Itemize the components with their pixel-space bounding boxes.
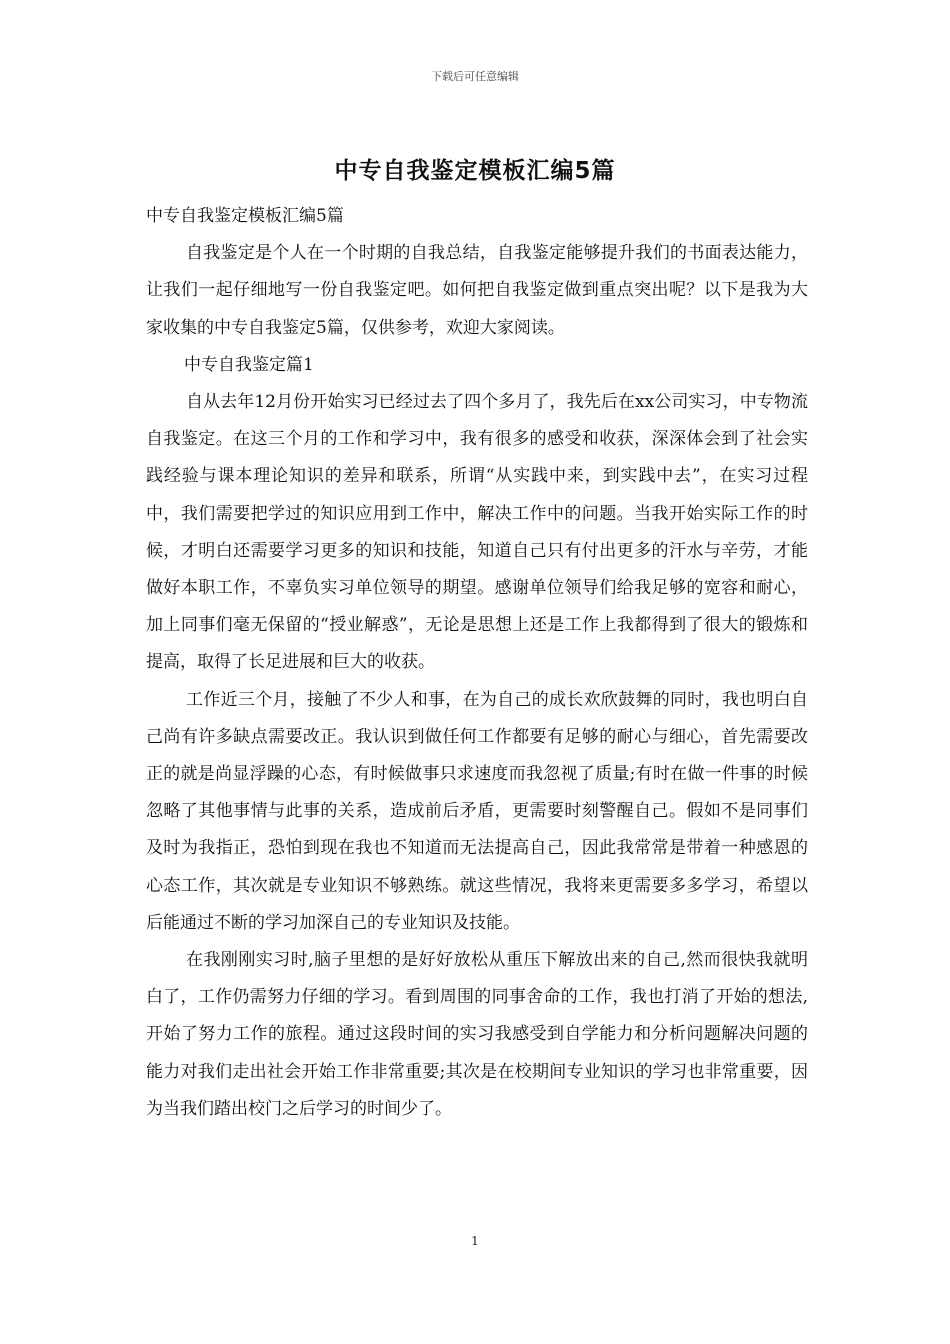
body-paragraph-2: 工作近三个月，接触了不少人和事，在为自己的成长欢欣鼓舞的同时，我也明白自己尚有许多缺点需要改正。我认识到做任何工作都要有足够的耐心与细心，首先需要改正的就是尚显浮躁的心态，有时候做事只求速度而我忽视了质量;有时在做一件事的时候忽略了其他事情与此事的关系，造成前后矛盾，更需要时刻警醒自己。假如不是同事们及时为我指正，恐怕到现在我也不知道而无法提高自己，因此我常常是带着一种感恩的心态工作，其次就是专业知识不够熟练。就这些情况，我将来更需要多多学习，希望以后能通过不断的学习加深自己的专业知识及技能。 (146, 689, 808, 933)
body-paragraph-3: 在我刚刚实习时,脑子里想的是好好放松从重压下解放出来的自己,然而很快我就明白了，工作仍需努力仔细的学习。看到周围的同事舍命的工作，我也打消了开始的想法,开始了努力工作的旅程。通过这段时间的实习我感受到自学能力和分析问题解决问题的能力对我们走出社会开始工作非常重要;其次是在校期间专业知识的学习也非常重要，因为当我们踏出校门之后学习的时间少了。 (146, 950, 808, 1119)
document-subtitle: 中专自我鉴定模板汇编5篇 (146, 206, 344, 226)
section-heading: 中专自我鉴定篇1 (184, 354, 314, 375)
body-paragraph-1: 自从去年12月份开始实习已经过去了四个多月了，我先后在xx公司实习，中专物流自我鉴定。在这三个月的工作和学习中，我有很多的感受和收获，深深体会到了社会实践经验与课本理论知识的差异和联系，所谓“从实践中来，到实践中去”，在实习过程中，我们需要把学过的知识应用到工作中，解决工作中的问题。当我开始实际工作的时候，才明白还需要学习更多的知识和技能，知道自己只有付出更多的汗水与辛劳，才能做好本职工作，不辜负实习单位领导的期望。感谢单位领导们给我足够的宽容和耐心，加上同事们毫无保留的“授业解惑”，无论是思想上还是工作上我都得到了很大的锻炼和提高，取得了长足进展和巨大的收获。 (146, 392, 808, 673)
page-number: 1 (471, 1234, 479, 1248)
document-body (146, 198, 808, 1128)
document-title: 中专自我鉴定模板汇编5篇 (334, 158, 616, 184)
intro-paragraph: 自我鉴定是个人在一个时期的自我总结，自我鉴定能够提升我们的书面表达能力，让我们一起仔细地写一份自我鉴定吧。如何把自我鉴定做到重点突出呢？以下是我为大家收集的中专自我鉴定5篇，仅供参考，欢迎大家阅读。 (146, 243, 808, 338)
header-note: 下载后可任意编辑 (431, 70, 519, 83)
